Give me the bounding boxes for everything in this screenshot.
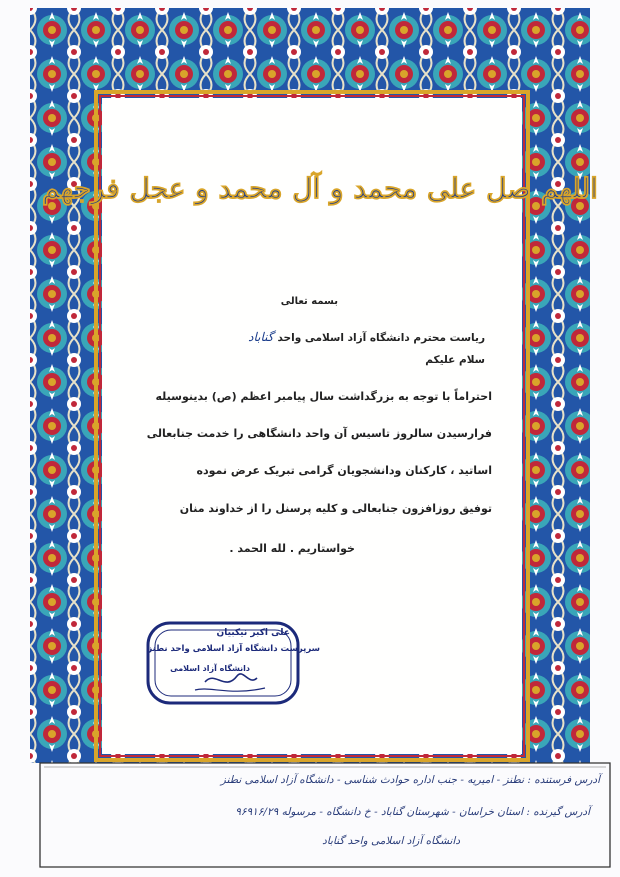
addressee-prefix: ریاست محترم دانشگاه آزاد اسلامی واحد — [277, 332, 485, 344]
calligraphy-invocation: اللهم صل علی محمد و آل محمد و عجل فرجهم — [42, 172, 598, 205]
body-line-3: اساتید ، کارکنان ودانشجویان گرامی تبریک عرض نموده — [196, 464, 492, 477]
signatory-title: سرپرست دانشگاه آزاد اسلامی واحد نطنز — [147, 644, 320, 654]
bismillah: بسمه تعالی — [280, 296, 338, 307]
handwritten-signature — [205, 674, 257, 682]
stamp-text: دانشگاه آزاد اسلامی — [170, 664, 250, 673]
signatory-name: علی اکبر نیکبیان — [216, 628, 290, 638]
body-line-4: توفیق روزافزون جنابعالی و کلیه پرسنل را از خداوند منان — [179, 502, 492, 515]
body-line-1: احتراماً با توجه به بزرگداشت سال پیامبر اعظم (ص) بدینوسیله — [155, 390, 492, 403]
body-line-2: فرارسیدن سالروز تاسیس آن واحد دانشگاهی را خدمت جنابعالی — [146, 427, 492, 440]
recipient-institution: دانشگاه آزاد اسلامی واحد گناباد — [322, 835, 460, 847]
recipient-address: آدرس گیرنده : استان خراسان - شهرستان گناباد - خ دانشگاه - مرسوله ۹۶۹۱۶/۲۹ — [235, 806, 590, 818]
addressee-unit: گناباد — [248, 330, 274, 344]
greeting: سلام علیکم — [425, 354, 485, 366]
body-line-5: خواستاریم . لله الحمد . — [229, 542, 355, 555]
sender-address: آدرس فرستنده : نطنز - امیریه - جنب اداره حوادث شناسی - دانشگاه آزاد اسلامی نطنز — [220, 774, 600, 786]
addressee-line — [248, 330, 485, 344]
calligraphy-header — [42, 160, 598, 215]
